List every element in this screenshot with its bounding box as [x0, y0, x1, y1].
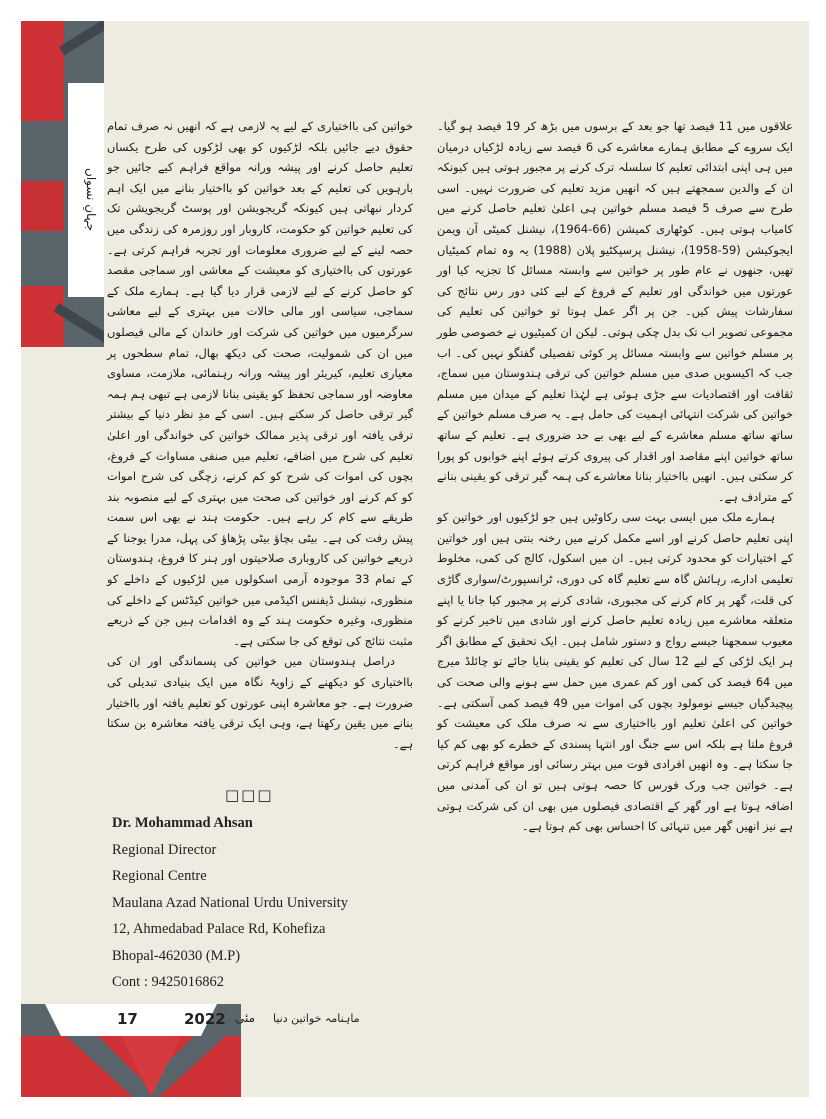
author-contact: Cont : 9425016862 [112, 974, 224, 990]
end-mark: □□□ [225, 786, 274, 804]
author-address: 12, Ahmedabad Palace Rd, Kohefiza [112, 921, 326, 937]
author-title: Regional Director [112, 841, 217, 858]
magazine-name: ماہنامہ خواتین دنیا [273, 1012, 360, 1025]
author-name: Dr. Mohammad Ahsan [112, 815, 253, 831]
paragraph: ہمارے ملک میں ایسی بہت سی رکاوٹیں ہیں جو لڑکیوں اور خواتین کو اپنی تعلیم حاصل کرنے اور اسے مکمل کرنے میں رخنہ بنتی ہیں اور خواتین کے اختیارات کو محدود کرتی ہیں۔ ان میں اسکول، کالج کی کمی، مخلوط تعلیمی ادارے، رہائش گاہ سے تعلیم گاہ کی دوری، ٹرانسپورٹ/سواری گاڑی کی قلت، گھر پر کام کرنے کی مجبوری، شادی کرنے پر مجبور کیا جانا یا اپنے متعلقہ معاشرے میں زیادہ تعلیم حاصل کرنے اور شادی میں تاخیر کرنے کو معیوب سمجھنا جیسے رواج و دستور شامل ہیں۔ ایک تحقیق کے مطابق اگر ہر ایک لڑکی کے لیے 12 سال کی تعلیم کو یقینی بنایا جائے تو چائلڈ میرج میں 64 فیصد کی کمی اور کم عمری میں حمل سے ہونے والی صحت کی پیچیدگیاں جیسے نومولود بچوں کی اموات میں 49 فیصد کمی آسکتی ہے۔ خواتین کی اعلیٰ تعلیم اور بااختیاری سے نہ صرف ملک کی معیشت کو فروغ ملتا ہے بلکہ اس سے جنگ اور انتہا پسندی کے خطرے کو بھی کم کیا جا سکتا ہے۔ وہ انھیں افرادی قوت میں بہتر رسائی اور مواقع فراہم کرتی ہے۔ خواتین جب ورک فورس کا حصہ ہوتی ہیں تو ان کی آمدنی میں اضافہ ہوتا ہے اور گھر کے اقتصادی فیصلوں میں بھی ان کی شرکت ہوتی ہے نیز انھیں گھر میں تنہائی کا احساس بھی کم ہوتا ہے۔ [437, 510, 793, 834]
author-block [112, 810, 348, 996]
article-column-right [437, 116, 793, 837]
issue-month: مئی [235, 1011, 256, 1025]
issue-year: 2022 [184, 1010, 226, 1028]
section-label: جہانِ نسواں [84, 168, 98, 232]
page-number: 17 [117, 1010, 138, 1028]
footer-bar [21, 1004, 360, 1036]
paragraph: علاقوں میں 11 فیصد تھا جو بعد کے برسوں میں بڑھ کر 19 فیصد ہو گیا۔ ایک سروے کے مطابق ہمارے معاشرے کی 6 فیصد سے زیادہ لڑکیاں درمیان میں ہی اپنی ابتدائی تعلیم کا سلسلہ ترک کرنے پر مجبور ہوتی ہیں کیونکہ ان کے والدین سمجھتے ہیں کہ انھیں مزید تعلیم کی ضرورت نہیں۔ اسی طرح سے صرف 5 فیصد مسلم خواتین ہی اعلیٰ تعلیم حاصل کرنے میں کامیاب ہوتی ہیں۔ کوٹھاری کمیشن (66-1964)، نیشنل کمیٹی آن ویمن ایجوکیشن (59-1958)، نیشنل پرسپکٹیو پلان (1988) یہ وہ تمام کمیٹیاں تھیں، جنھوں نے عام طور پر خواتین سے وابستہ مسائل کا تجزیہ کیا اور عورتوں میں خواندگی اور تعلیم کے فروغ کے لیے کئی دور رس نتائج کی سفارشات پیش کیں۔ جن پر اگر عمل ہوتا تو خواتین کی تعلیم کی مجموعی تصویر اب تک بدل چکی ہوتی۔ لیکن ان کمیٹیوں نے خصوصی طور پر مسلم خواتین سے وابستہ مسائل پر کوئی تفصیلی گفتگو نہیں کی۔ اب جب کہ اکیسویں صدی میں مسلم خواتین کی ترقی ہندوستان میں سماج، ثقافت اور اقتصادیات سے جڑی ہوئی ہے لہٰذا تعلیم کے میدان میں مسلم خواتین کی شرکت انتہائی اہمیت کی حامل ہے۔ یہ صرف مسلم خواتین کے ساتھ ساتھ مسلم معاشرے کے لیے بھی بے حد ضروری ہے۔ تعلیم کے ساتھ ساتھ خواتین اپنے مقاصد اور اقدار کی پیروی کرتے ہوئے اپنے خوابوں کو پورا کر سکتی ہیں۔ انھیں بااختیار بنانا معاشرے کی ہمہ گیر ترقی کو یقینی بنانے کے مترادف ہے۔ [437, 119, 793, 504]
author-city: Bhopal-462030 (M.P) [112, 947, 241, 964]
paragraph: دراصل ہندوستان میں خواتین کی پسماندگی اور ان کی بااختیاری کو دیکھنے کے زاویۂ نگاہ میں ایک بنیادی تبدیلی کی ضرورت ہے۔ جو معاشرہ اپنی عورتوں کو تعلیم یافتہ اور بااختیار بنانے میں یقین رکھتا ہے، وہی ایک ترقی یافتہ معاشرہ بن سکتا ہے۔ [107, 654, 413, 751]
article-column-left [107, 116, 413, 754]
paragraph: خواتین کی بااختیاری کے لیے یہ لازمی ہے کہ انھیں نہ صرف تمام حقوق دیے جائیں بلکہ لڑکیوں کو بھی لڑکوں کی طرح یکساں تعلیم حاصل کرنے اور پیشہ ورانہ مواقع فراہم کیے جائیں جو بارہویں کی تعلیم کے بعد خواتین کو بااختیار بنانے میں ایک اہم کردار نبھاتی ہیں کیونکہ گریجویشن اور پوسٹ گریجویشن تک کی تعلیم خواتین کو حکومت، کاروبار اور روزمرہ کی زندگی میں حصہ لینے کے لیے ضروری معلومات اور تجربہ فراہم کرتی ہے۔ عورتوں کی بااختیاری کو معیشت کے معاشی اور سماجی مقصد کو حاصل کرنے کے لیے لازمی قرار دیا گیا ہے۔ ہمارے ملک کے سماجی، سیاسی اور مالی حالات میں بہتری کے لیے معاشی سرگرمیوں میں خواتین کی شرکت اور خاندان کے مالی فیصلوں میں ان کی شمولیت، صحت کی دیکھ بھال، تمام سطحوں پر معیاری تعلیم، کیریئر اور پیشہ ورانہ رہنمائی، ملازمت، مساوی معاوضہ اور سماجی تحفظ کو یقینی بنانا لازمی ہے تبھی ہم ہمہ گیر ترقی حاصل کر سکتے ہیں۔ اسی کے مدِ نظر دنیا کے بیشتر ترقی یافتہ اور ترقی پذیر ممالک خواتین کی خواندگی اور اعلیٰ تعلیم کی شرح میں اضافے، تعلیم میں صنفی مساوات کے فروغ، بچوں کی اموات کی شرح کو کم کرنے، زچگی کی شرح اموات کو کم کرنے اور خواتین کی صحت میں بہتری کے لیے منصوبہ بند طریقے سے کام کر رہے ہیں۔ حکومت ہند نے بھی اس سمت پیش رفت کی ہے۔ بیٹی بچاؤ بیٹی پڑھاؤ کی پہل، مدرا یوجنا کے ذریعے خواتین کی کاروباری صلاحیتوں اور ہنر کا فروغ، ہندوستان کے تمام 33 موجودہ آرمی اسکولوں میں لڑکیوں کے داخلے کو منظوری، نیشنل ڈیفنس اکیڈمی میں خواتین کیڈٹس کے داخلے کی منظوری، وغیرہ حکومت ہند کے وہ اقدامات ہیں جن کے ذریعے مثبت نتائج کی توقع کی جا سکتی ہے۔ [107, 119, 413, 648]
author-centre: Regional Centre [112, 868, 207, 884]
author-university: Maulana Azad National Urdu University [112, 894, 348, 911]
